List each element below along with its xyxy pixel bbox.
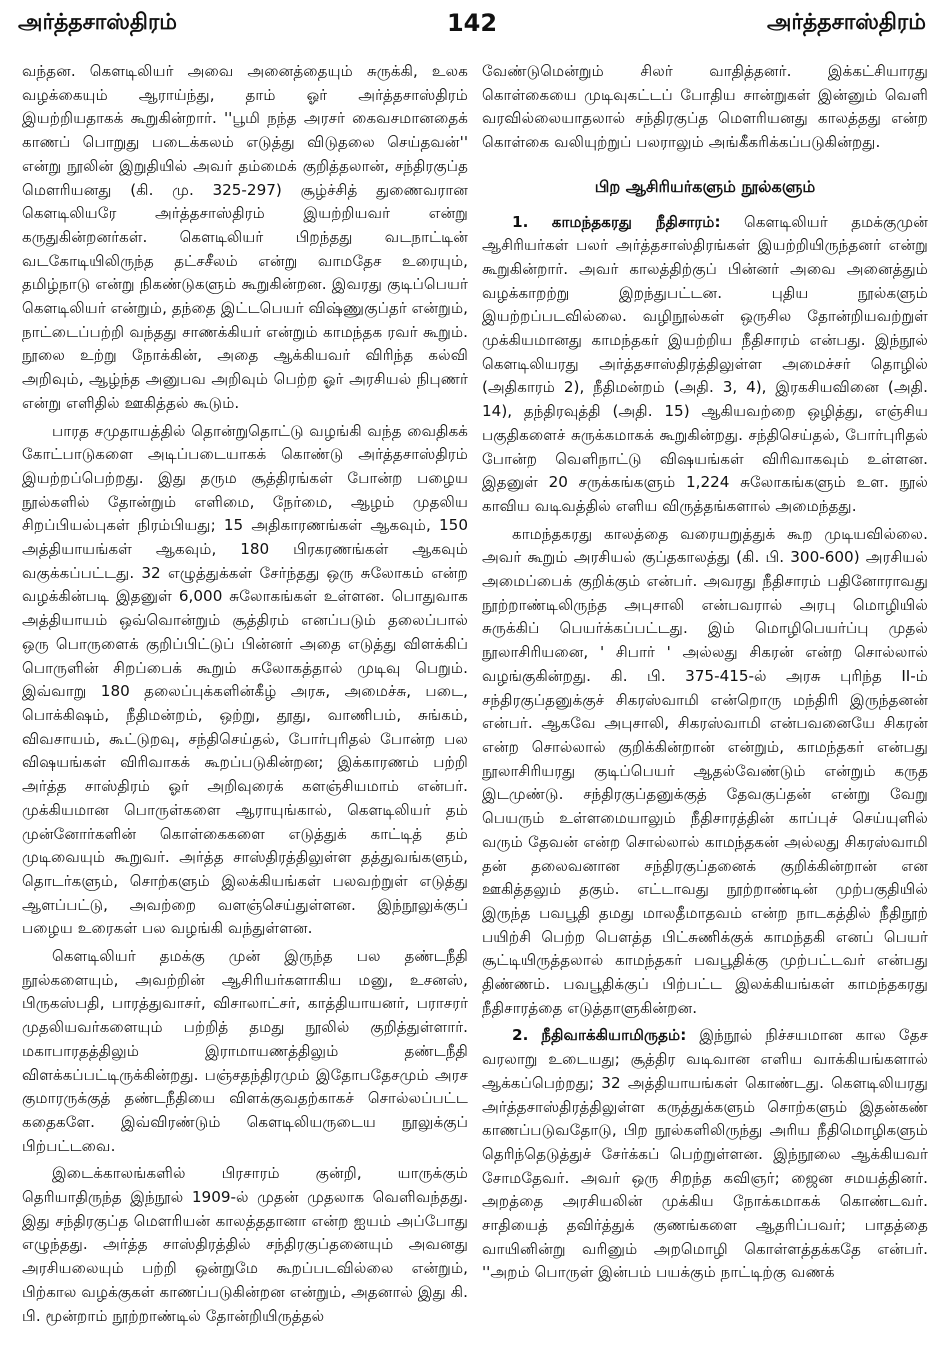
list-item: [482, 1024, 928, 1285]
running-title-right: அர்த்தசாஸ்திரம்: [766, 10, 926, 35]
right-column: [482, 60, 928, 1352]
list-item: [482, 211, 928, 519]
page-header: [18, 8, 926, 56]
left-column: [22, 60, 468, 1352]
page-number: 142: [446, 9, 498, 37]
item-title: காமந்தகரது நீதிசாரம்:: [551, 212, 721, 231]
section-heading: பிற ஆசிரியர்களும் நூல்களும்: [594, 176, 816, 196]
item-text: கௌடிலியர் தமக்குமுன் ஆசிரியர்கள் பலர் அர்த்தசாஸ்திரங்கள் இயற்றியிருந்தனர் என்று கூறுகின்றார். அவர் காலத்திற்குப் பின்னர் அவை அனைத்தும் வழக்காறற்று இறந்துபட்டன. புதிய நூல்களும் இயற்றப்படவில்லை. வழிநூல்கள் ஒருசில தோன்றியவற்றுள் முக்கியமானது காமந்தகர் இயற்றிய நீதிசாரம் என்பது. இந்நூல் கௌடிலியரது அர்த்தசாஸ்திரத்திலுள்ள அமைச்சர் தொழில் (அதிகாரம் 2), நீதிமன்றம் (அதி. 3, 4), இரகசியவினை (அதி. 14), தந்திரவுத்தி (அதி. 15) ஆகியவற்றை ஒழித்து, எஞ்சிய பகுதிகளைச் சுருக்கமாகக் கூறுகின்றது. சந்திசெய்தல், போர்புரிதல் போன்ற வெளிநாட்டு விஷயங்கள் விரிவாகவும் உள்ளன. இதனுள் 20 சருக்கங்களும் 1,224 சுலோகங்களும் உள. நூல் காவிய வடிவத்தில் எளிய விருத்தங்களால் அமைந்தது.: [482, 212, 928, 515]
paragraph: இடைக்காலங்களில் பிரசாரம் குன்றி, யாருக்கும் தெரியாதிருந்த இந்நூல் 1909-ல் முதன் முதலாக வெளிவந்தது. இது சந்திரகுப்த மௌரியன் காலத்ததானா என்ற ஐயம் அப்போது எழுந்தது. அர்த்த சாஸ்திரத்தில் சந்திரகுப்தனையும் அவனது அரசியலையும் பற்றி ஒன்றுமே கூறப்படவில்லை என்றும், பிற்கால வழக்குகள் காணப்படுகின்றன என்றும், அதனால் இது கி. பி. மூன்றாம் நூற்றாண்டில் தோன்றியிருத்தல்: [22, 1164, 468, 1325]
paragraph: பாரத சமுதாயத்தில் தொன்றுதொட்டு வழங்கி வந்த வைதிகக் கோட்பாடுகளை அடிப்படையாகக் கொண்டு அர்த்தசாஸ்திரம் இயற்றப்பெற்றது. இது தரும சூத்திரங்கள் போன்ற பழைய நூல்களில் தோன்றும் எளிமை, நேர்மை, ஆழம் முதலிய சிறப்பியல்புகள் நிரம்பியது; 15 அதிகாரணங்கள் ஆகவும், 150 அத்தியாயங்கள் ஆகவும், 180 பிரகரணங்கள் ஆகவும் வகுக்கப்பட்டது. 32 எழுத்துக்கள் சேர்ந்தது ஒரு சுலோகம் என்ற வழக்கின்படி இதனுள் 6,000 சுலோகங்கள் உள்ளன. பொதுவாக அத்தியாயம் ஒவ்வொன்றும் சூத்திரம் எனப்படும் தலைப்பால் ஒரு பொருளைக் குறிப்பிட்டுப் பின்னர் அதை எடுத்து விளக்கிப் பொருளின் சிறப்பைக் கூறும் சுலோகத்தால் முடிவு பெறும். இவ்வாறு 180 தலைப்புக்களின்கீழ் அரசு, அமைச்சு, படை, பொக்கிஷம், நீதிமன்றம், ஒற்று, தூது, வாணிபம், சுங்கம், விவசாயம், கூட்டுறவு, சந்திசெய்தல், போர்புரிதல் போன்ற பல விஷயங்கள் விரிவாகக் கூறப்படுகின்றன; இக்காரணம் பற்றி அர்த்த சாஸ்திரம் ஓர் அறிவுரைக் களஞ்சியமாம் என்பர். முக்கியமான பொருள்களை ஆராயுங்கால், கௌடிலியர் தம் முன்னோர்களின் கொள்கைகளை எடுத்துக் காட்டித் தம் முடிவையும் கூறுவர். அர்த்த சாஸ்திரத்திலுள்ள தத்துவங்களும், தொடர்களும், சொற்களும் இலக்கியங்கள் பலவற்றுள் எடுத்து ஆளப்பட்டு, அவற்றை வளஞ்செய்துள்ளன. இந்நூலுக்குப் பழைய உரைகள் பல வழங்கி வந்துள்ளன.: [22, 421, 468, 938]
paragraph: வந்தன. கௌடிலியர் அவை அனைத்தையும் சுருக்கி, உலக வழக்கையும் ஆராய்ந்து, தாம் ஓர் அர்த்தசாஸ்திரம் இயற்றியதாகக் கூறுகின்றார். ''பூமி நந்த அரசர் கைவசமானதைக் காணப் பொறுது படைக்கலம் எடுத்து விடுதலை செய்தவன்'' என்று நூலின் இறுதியில் அவர் தம்மைக் குறித்தலான், சந்திரகுப்த மௌரியனது (கி. மு. 325-297) சூழ்ச்சித் துணைவரான கௌடிலியரே அர்த்தசாஸ்திரம் இயற்றியவர் என்று கருதுகின்றனர்கள். கௌடிலியர் பிறந்தது வடநாட்டின் வடகோடியிலிருந்த தட்சசீலம் என்று வாமதேச உரையும், தமிழ்நாடு என்று நிகண்டுகளும் கூறுகின்றன. இவரது குடிப்பெயர் கௌடிலியர் என்றும், தந்தை இட்டபெயர் விஷ்ணுகுப்தர் என்றும், நாட்டைப்பற்றி வந்தது சாணக்கியர் என்றும் காமந்தக ரவர் கூறும். நூலை உற்று நோக்கின், அதை ஆக்கியவர் விரிந்த கல்வி அறிவும், ஆழ்ந்த அனுபவ அறிவும் பெற்ற ஓர் அரசியல் நிபுணர் என்று எளிதில் ஊகித்தல் கூடும்.: [22, 62, 468, 412]
paragraph: வேண்டுமென்றும் சிலர் வாதித்தனர். இக்கட்சியாரது கொள்கையை முடிவுகட்டப் போதிய சான்றுகள் இன்னும் வெளி வரவில்லையாதலால் சந்திரகுப்த மௌரியனது காலத்தது என்ற கொள்கை வலியுற்றுப் பலராலும் அங்கீகரிக்கப்படுகின்றது.: [482, 62, 928, 152]
item-title: நீதிவாக்கியாமிருதம்:: [541, 1026, 687, 1045]
item-number: 1.: [512, 212, 529, 231]
paragraph: கௌடிலியர் தமக்கு முன் இருந்த பல தண்டநீதி நூல்களையும், அவற்றின் ஆசிரியர்களாகிய மனு, உசனஸ், பிருகஸ்பதி, பாரத்துவாசர், விசாலாட்சர், காத்தியாயனர், பராசரர் முதலியவர்களையும் பற்றித் தமது நூலில் குறித்துள்ளார். மகாபாரதத்திலும் இராமாயணத்திலும் தண்டநீதி விளக்கப்பட்டிருக்கின்றது. பஞ்சதந்திரமும் இதோபதேசமும் அரச குமாரருக்குத் தண்டநீதியை விளக்குவதற்காகச் சொல்லப்பட்ட கதைகளே. இவ்விரண்டும் கௌடிலியருடைய நூலுக்குப் பிற்பட்டவை.: [22, 947, 468, 1155]
paragraph: காமந்தகரது காலத்தை வரையறுத்துக் கூற முடியவில்லை. அவர் கூறும் அரசியல் குப்தகாலத்து (கி. பி. 300-600) அரசியல் அமைப்பைக் குறிக்கும் என்பர். அவரது நீதிசாரம் பதினோராவது நூற்றாண்டிலிருந்த அபுசாலி என்பவரால் அரபு மொழியில் சுருக்கிப் பெயர்க்கப்பட்டது. இம் மொழிபெயர்ப்பு முதல் நூலாசிரியனை, ' சிபார் ' அல்லது சிகரன் என்ற சொல்லால் வழங்குகின்றது. கி. பி. 375-415-ல் அரசு புரிந்த II-ம் சந்திரகுப்தனுக்குச் சிகரஸ்வாமி என்றொரு மந்திரி இருந்தனன் என்பர். ஆகவே அபுசாலி, சிகரஸ்வாமி என்பவனையே சிகரன் என்ற சொல்லால் குறிக்கின்றான் என்றும், காமந்தகர் என்பது நூலாசிரியரது குடிப்பெயர் ஆதல்வேண்டும் என்றும் கருத இடமுண்டு. சந்திரகுப்தனுக்குத் தேவகுப்தன் என்று வேறு பெயரும் உள்ளமையாலும் நீதிசாரத்தின் காப்புச் செய்யுளில் வரும் தேவன் என்ற சொல்லால் காமந்தகன் அல்லது சிகரஸ்வாமி தன் தலைவனான சந்திரகுப்தனைக் குறிக்கின்றான் என ஊகித்தலும் தகும். எட்டாவது நூற்றாண்டின் முற்பகுதியில் இருந்த பவபூதி தமது மாலதீமாதவம் என்ற நாடகத்தில் நீதிநூற் பயிற்சி பெற்ற பௌத்த பிட்சுணிக்குக் காமந்தகி எனப் பெயர் சூட்டியிருத்தலால் காமந்தகர் பவபூதிக்கு முற்பட்டவர் என்பது திண்ணம். பவபூதிக்குப் பிற்பட்ட இலக்கியங்கள் காமந்தகரது நீதிசாரத்தை எடுத்தாளுகின்றன.: [482, 524, 928, 1017]
item-text: இந்நூல் நிச்சயமான கால தேச வரலாறு உடையது; சூத்திர வடிவான எளிய வாக்கியங்களால் ஆக்கப்பெற்றது; 32 அத்தியாயங்கள் கொண்டது. கௌடிலியரது அர்த்தசாஸ்திரத்திலுள்ள கருத்துக்களும் சொற்களும் இதன்கண் காணப்படுவதோடு, பிற நூல்களிலிருந்து அரிய நீதிமொழிகளும் தெரிந்தெடுத்துச் சேர்க்கப் பெற்றுள்ளன. இந்நூலை ஆக்கியவர் சோமதேவர். அவர் ஒரு சிறந்த கவிஞர்; ஜைன சமயத்தினர். அறத்தை அரசியலின் முக்கிய நோக்கமாகக் கொண்டவர். சாதியைத் தவிர்த்துக் குணங்களை ஆதரிப்பவர்; பாதத்தை வாயினின்று வரினும் அறமொழி கொள்ளத்தக்கதே என்பர். ''அறம் பொருள் இன்பம் பயக்கும் நாட்டிற்கு வணக்: [482, 1026, 928, 1282]
item-number: 2.: [512, 1026, 529, 1045]
running-title-left: அர்த்தசாஸ்திரம்: [18, 10, 178, 35]
